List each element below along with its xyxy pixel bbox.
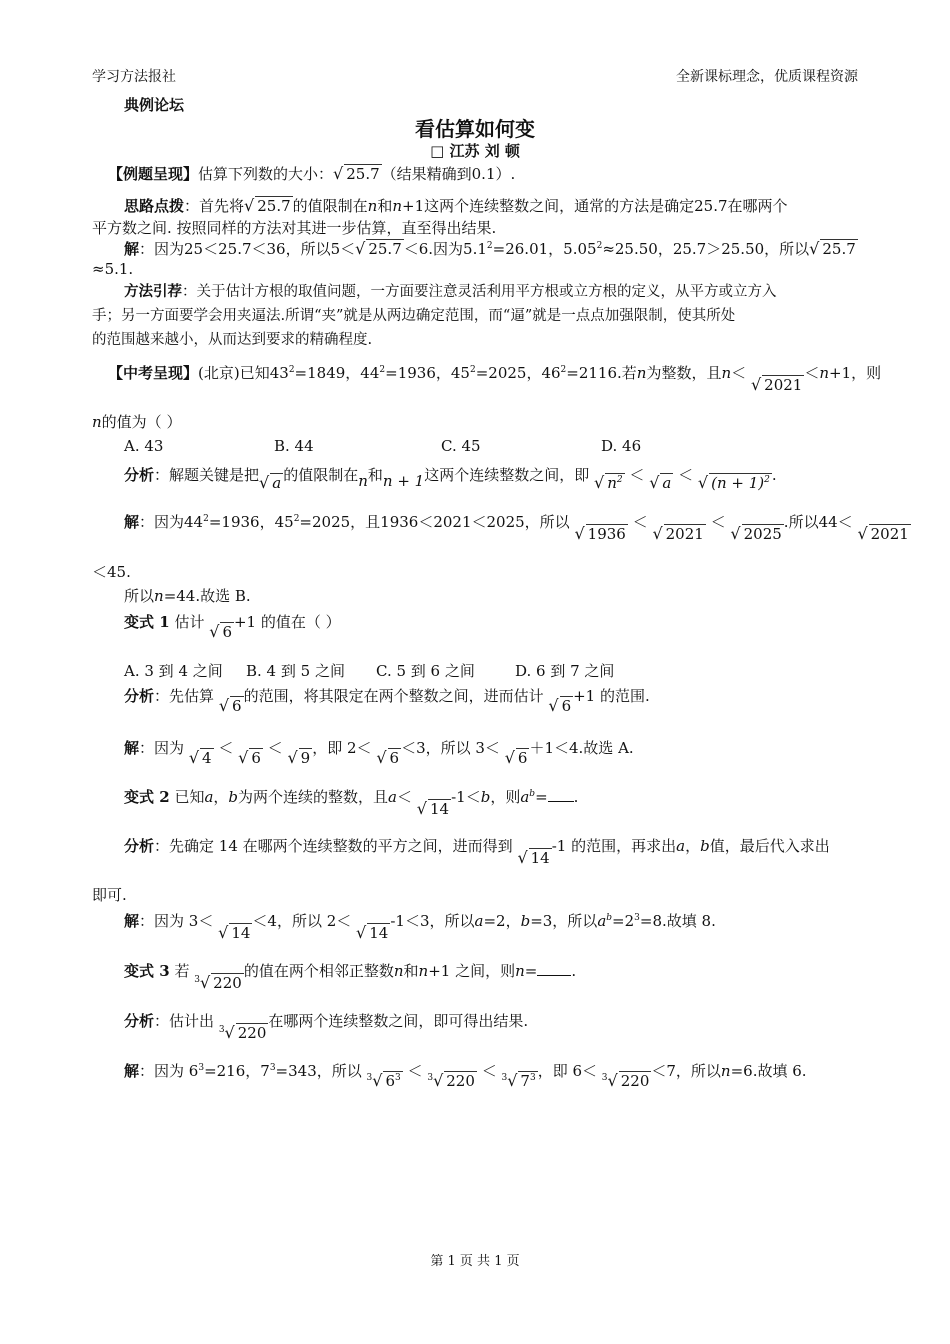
text: ≈25.50，25.7＞25.50，所以	[602, 240, 810, 258]
text: ：首先将	[184, 197, 245, 215]
var-a: a	[204, 788, 214, 806]
header-right: 全新课标理念，优质课程资源	[676, 69, 858, 85]
var-n: n	[367, 197, 378, 215]
radicand: 2025	[743, 525, 782, 543]
root-index: 3	[194, 975, 200, 985]
var-a: a	[474, 912, 484, 930]
radicand: a	[662, 474, 672, 492]
radicand: 2021	[665, 525, 704, 543]
text: =1849，44	[294, 364, 380, 382]
cube-root-icon: √	[433, 1071, 444, 1090]
text: .	[771, 466, 777, 484]
radicand: 6	[389, 749, 400, 767]
text: ＜	[481, 1062, 497, 1080]
variant2-line	[124, 786, 579, 818]
text: ，则	[490, 788, 521, 806]
cube-root-icon: √	[372, 1071, 383, 1090]
variant-label: 变式 1	[124, 613, 170, 631]
text: =2025，46	[475, 364, 561, 382]
sqrt-icon: √	[355, 239, 366, 258]
var-n: n	[721, 364, 732, 382]
variant1-option-b: B. 4 到 5 之间	[246, 662, 345, 680]
text: =8.故填 8.	[639, 912, 716, 930]
radicand: 25.7	[368, 240, 402, 258]
cube-root-icon: √	[224, 1023, 235, 1042]
radicand: 4	[202, 749, 212, 767]
text: 已知	[169, 788, 205, 806]
method-line-3: 的范围越来越小，从而达到要求的精确程度.	[92, 332, 373, 348]
text: 的范围，将其限定在两个整数之间，进而估计	[243, 687, 544, 705]
text: =26.01，5.05	[492, 240, 597, 258]
sqrt-icon: √	[649, 473, 660, 492]
var-n: n	[358, 472, 368, 490]
variant2-solution	[124, 910, 716, 942]
page-footer: 第 1 页 共 1 页	[430, 1254, 520, 1269]
var-n: n	[636, 364, 647, 382]
text: 的值在两个相邻正整数	[243, 962, 394, 980]
sup: 3	[269, 1063, 276, 1073]
text: =44.故选 B.	[163, 587, 251, 605]
text: +1 之间，则	[428, 962, 516, 980]
sup: 2	[293, 514, 300, 524]
text: 为整数，且	[646, 364, 722, 382]
solution2-line-1	[124, 511, 911, 543]
sup: 2	[764, 475, 770, 485]
text: .	[573, 788, 579, 806]
text: 和	[377, 197, 393, 215]
radicand: 14	[530, 849, 550, 867]
sqrt-icon: √	[652, 524, 663, 543]
var-n: n + 1	[382, 472, 425, 490]
radicand: 6	[251, 749, 261, 767]
text: ：因为 6	[139, 1062, 199, 1080]
variant-label: 变式 3	[124, 962, 170, 980]
text: ＜	[632, 513, 648, 531]
var-n: n	[720, 1062, 731, 1080]
radicand: 14	[231, 924, 251, 942]
text: =1936，45	[385, 364, 470, 382]
sqrt-icon: √	[356, 923, 367, 942]
text: ，即 2＜	[312, 739, 372, 757]
sup: 2	[203, 514, 209, 524]
text: 值，最后代入求出	[709, 837, 830, 855]
sqrt-icon: √	[750, 375, 762, 394]
root-index: 3	[218, 1025, 225, 1035]
var-n: n	[154, 587, 164, 605]
header-left: 学习方法报社	[92, 69, 176, 85]
text: ＜	[804, 364, 820, 382]
variant1-line	[124, 611, 341, 641]
variant1-option-d: D. 6 到 7 之间	[515, 662, 615, 680]
text: ，	[685, 837, 701, 855]
root-index: 3	[601, 1073, 608, 1083]
text: 这两个连续整数之间，通常的方法是确定25.7在哪两个	[424, 197, 788, 215]
radicand: 9	[300, 749, 311, 767]
var-a: a	[388, 788, 397, 806]
var-n: n	[607, 474, 617, 492]
sqrt-icon: √	[209, 622, 220, 641]
text: ＜	[218, 739, 234, 757]
text: =	[524, 962, 538, 980]
text: ：因为44	[139, 513, 204, 531]
radicand: 6	[232, 697, 242, 715]
text: ＜	[731, 364, 747, 382]
variant2-analysis-2: 即可.	[92, 886, 127, 904]
var-n: n	[418, 962, 429, 980]
method-label: 方法引荐	[124, 283, 182, 300]
var-b: b	[480, 788, 491, 806]
text: =2025，且1936＜2021＜2025，所以	[299, 513, 570, 531]
sup: 3	[198, 1063, 205, 1073]
var-n: n	[515, 962, 525, 980]
solution2-line-3	[124, 585, 251, 606]
sup: 3	[529, 1073, 536, 1083]
sup: 3	[395, 1073, 401, 1083]
sqrt-icon: √	[416, 799, 427, 818]
text: ：因为 3＜	[139, 912, 214, 930]
sqrt-icon: √	[287, 748, 298, 767]
text: ：因为	[139, 739, 185, 757]
text: ＋1＜4.故选 A.	[529, 739, 634, 757]
radicand: 1936	[587, 525, 626, 543]
text: 在哪两个连续整数之间，即可得出结果.	[268, 1012, 529, 1030]
solution2-line-2: ＜45.	[92, 563, 131, 581]
sup: 2	[379, 365, 386, 375]
radicand: 25.7	[822, 240, 856, 258]
text: ＜	[407, 1062, 423, 1080]
sup: 2	[288, 365, 295, 375]
example-label: 【例题呈现】	[108, 165, 199, 183]
byline: □ 江苏 刘 顿	[430, 142, 520, 160]
example-line	[108, 163, 515, 184]
text: ＜3，所以 3＜	[401, 739, 500, 757]
text: ＜	[267, 739, 283, 757]
option-d: D. 46	[601, 437, 642, 455]
text: (北京)已知43	[198, 364, 289, 382]
sup: b	[529, 789, 536, 799]
zhongkao-line-1	[108, 362, 882, 394]
text: 和	[403, 962, 419, 980]
text: 的值为（ ）	[101, 413, 182, 431]
sup: 2	[486, 241, 493, 251]
sqrt-icon: √	[504, 748, 515, 767]
var-n: n	[819, 364, 830, 382]
radicand: 25.7	[257, 197, 291, 215]
radicand	[605, 473, 624, 492]
root-index: 3	[427, 1073, 434, 1083]
text: =2	[612, 912, 635, 930]
analysis1-line	[124, 464, 777, 492]
sup: 2	[596, 241, 603, 251]
sqrt-icon: √	[517, 848, 528, 867]
option-b: B. 44	[274, 437, 314, 455]
answer-blank	[548, 787, 574, 802]
text: =6.故填 6.	[730, 1062, 807, 1080]
zhongkao-line-2	[92, 411, 181, 432]
text: 估计	[169, 613, 205, 631]
text: -1＜	[451, 788, 481, 806]
radicand: 14	[430, 800, 450, 818]
root-index: 3	[366, 1073, 373, 1083]
text: =2116.若	[566, 364, 637, 382]
sup: 2	[560, 365, 567, 375]
text: +1	[402, 197, 425, 215]
answer-blank	[537, 961, 571, 976]
text: ：解题关键是把	[154, 466, 260, 484]
variant-label: 变式 2	[124, 788, 170, 806]
text: ：关于估计方根的取值问题，一方面要注意灵活利用平方根或立方根的定义，从平方或立方入	[182, 284, 777, 300]
root-index: 3	[501, 1073, 508, 1083]
radicand: 220	[446, 1072, 475, 1090]
text: ＜4，所以 2＜	[252, 912, 352, 930]
radicand	[383, 1071, 402, 1090]
text: +1 的范围.	[573, 687, 650, 705]
sqrt-icon: √	[857, 524, 868, 543]
radicand	[709, 473, 772, 492]
radicand: 6	[517, 749, 528, 767]
sqrt-icon: √	[188, 748, 200, 767]
text: 若	[169, 962, 190, 980]
text: 7	[520, 1072, 530, 1090]
text: =216，7	[204, 1062, 270, 1080]
solution-label: 解	[124, 240, 140, 258]
text: 6	[385, 1072, 396, 1090]
radicand: 2021	[870, 525, 909, 543]
text: -1＜3，所以	[390, 912, 475, 930]
variant1-solution	[124, 737, 634, 767]
text: 所以	[124, 587, 155, 605]
sqrt-icon: √	[259, 473, 270, 492]
section-label: 典例论坛	[124, 96, 185, 114]
text: =343，所以	[275, 1062, 362, 1080]
text: ，即 6＜	[537, 1062, 598, 1080]
radicand: 220	[213, 974, 242, 992]
cube-root-icon: √	[507, 1071, 518, 1090]
solution-label: 解	[124, 739, 140, 757]
cube-root-icon: √	[199, 973, 211, 992]
variant3-analysis	[124, 1010, 529, 1042]
radicand: 14	[369, 924, 389, 942]
page-title: 看估算如何变	[415, 117, 535, 141]
method-line-2: 手；另一方面要学会用夹逼法.所谓“夹”就是从两边确定范围，而“逼”就是一点点加强限制，使其所处	[92, 308, 736, 324]
analysis-label: 分析	[124, 837, 155, 855]
var-n: n	[92, 413, 102, 431]
variant1-analysis	[124, 685, 650, 715]
variant2-analysis-1	[124, 835, 830, 867]
text: ＜	[629, 466, 645, 484]
text: ：先确定 14 在哪两个连续整数的平方之间，进而得到	[154, 837, 513, 855]
sqrt-icon: √	[218, 696, 230, 715]
radicand	[518, 1071, 537, 1090]
solution-label: 解	[124, 1062, 140, 1080]
text: ＜	[678, 466, 694, 484]
sqrt-icon: √	[218, 923, 229, 942]
text: +1 的值在（ ）	[233, 613, 341, 631]
radicand: a	[272, 474, 282, 492]
analysis-label: 分析	[124, 1012, 155, 1030]
radicand: 25.7	[346, 165, 380, 183]
sqrt-icon: √	[244, 196, 255, 215]
solution-label: 解	[124, 912, 140, 930]
var-a: a	[597, 912, 607, 930]
text: ：因为25＜25.7＜36，所以5＜	[139, 240, 356, 258]
example-tail: （结果精确到0.1）.	[381, 165, 516, 183]
text: 和	[367, 466, 383, 484]
text: -1 的范围，再求出	[551, 837, 677, 855]
variant1-option-c: C. 5 到 6 之间	[376, 662, 475, 680]
text: ＜6.因为5.1	[403, 240, 487, 258]
text: =1936，45	[208, 513, 294, 531]
text: .所以44＜	[783, 513, 853, 531]
text: 的值限制在	[292, 197, 368, 215]
sup: b	[606, 913, 613, 923]
thinking-label: 思路点拨	[124, 197, 185, 215]
var-n: n	[392, 197, 403, 215]
sqrt-icon: √	[238, 748, 249, 767]
sup: 2	[469, 365, 476, 375]
analysis-label: 分析	[124, 687, 155, 705]
radicand: 220	[237, 1024, 267, 1042]
text: 这两个连续整数之间，即	[424, 466, 590, 484]
variant3-solution	[124, 1060, 807, 1090]
text: ，	[213, 788, 229, 806]
variant3-line	[124, 960, 577, 992]
zhongkao-label: 【中考呈现】	[108, 364, 199, 382]
text: .	[571, 962, 577, 980]
sqrt-icon: √	[730, 524, 741, 543]
text: ＜	[397, 788, 413, 806]
radicand: 6	[222, 623, 232, 641]
text: =3，所以	[530, 912, 598, 930]
sup: 2	[616, 475, 623, 485]
thinking-line-2: 平方数之间. 按照同样的方法对其进一步估算，直至得出结果.	[92, 219, 497, 237]
option-c: C. 45	[441, 437, 481, 455]
var-n: n	[393, 962, 404, 980]
radicand: 6	[561, 697, 572, 715]
var-b: b	[228, 788, 239, 806]
text: 为两个连续的整数，且	[238, 788, 389, 806]
text: ：估计出	[154, 1012, 215, 1030]
solution-label: 解	[124, 513, 140, 531]
text: ：先估算	[154, 687, 215, 705]
solution1-line-1	[124, 238, 858, 259]
radicand: 220	[620, 1072, 650, 1090]
sqrt-icon: √	[376, 748, 387, 767]
sqrt-icon: √	[697, 473, 709, 492]
example-text: 估算下列数的大小：	[198, 165, 334, 183]
radicand: 2021	[764, 376, 803, 394]
cube-root-icon: √	[607, 1071, 618, 1090]
analysis-label: 分析	[124, 466, 155, 484]
text: ＜7，所以	[651, 1062, 721, 1080]
var-a: a	[520, 788, 530, 806]
text: +1，则	[829, 364, 882, 382]
text: =2，	[483, 912, 521, 930]
option-a: A. 43	[124, 437, 164, 455]
text: 的值限制在	[283, 466, 359, 484]
sqrt-icon: √	[809, 239, 820, 258]
thinking-line-1	[124, 195, 788, 216]
sqrt-icon: √	[548, 696, 559, 715]
sup: 3	[634, 913, 640, 923]
var-b: b	[700, 837, 710, 855]
var-b: b	[520, 912, 531, 930]
method-line-1	[124, 280, 777, 301]
text: =	[535, 788, 548, 806]
text: (n + 1)	[711, 474, 765, 492]
sqrt-icon: √	[574, 524, 585, 543]
var-a: a	[676, 837, 686, 855]
variant1-option-a: A. 3 到 4 之间	[124, 662, 223, 680]
sqrt-icon: √	[594, 473, 605, 492]
text: ＜	[710, 513, 726, 531]
sqrt-icon: √	[333, 164, 344, 183]
solution1-line-2: ≈5.1.	[92, 260, 134, 278]
